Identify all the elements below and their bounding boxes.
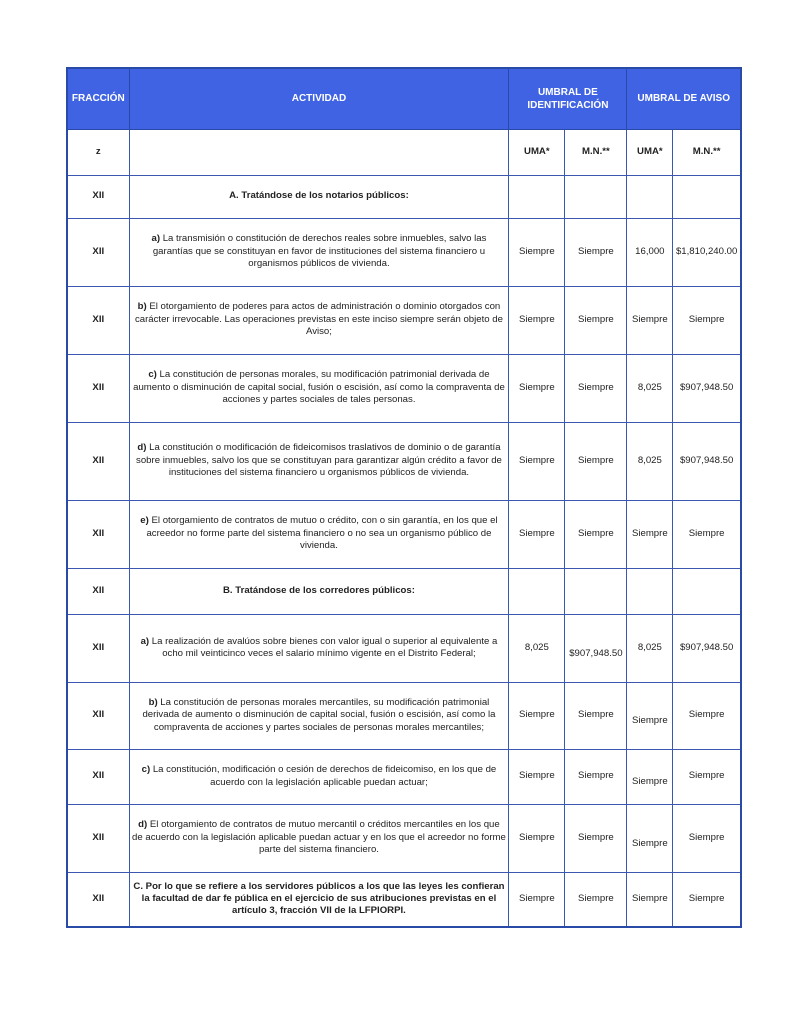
mn-identificacion-cell (565, 614, 627, 682)
uma-aviso-value: Siempre (631, 776, 668, 788)
mn-identificacion-cell: Siempre (565, 804, 627, 872)
fraccion-cell: XII (67, 354, 129, 422)
mn-aviso-cell: Siempre (673, 804, 741, 872)
uma-identificacion-cell (509, 175, 565, 218)
table-row (67, 872, 741, 927)
item-text: El otorgamiento de poderes para actos de administración o dominio otorgados con carácter irrevocable. Las operaciones previstas en este inciso siempre serán objeto de Aviso; (134, 301, 503, 338)
item-letter: a) (151, 233, 161, 245)
uma-aviso-cell (627, 749, 673, 804)
mn-identificacion-value: $907,948.50 (569, 647, 623, 659)
mn-aviso-cell: $907,948.50 (673, 354, 741, 422)
section-heading: C. Por lo que se refiere a los servidores públicos a los que las leyes les confieran la facultad de dar fe pública en el ejercicio de sus atribuciones previstas en el artículo 3, fracción VII de la LFPIORPI. (129, 872, 509, 927)
uma-identificacion-cell (509, 568, 565, 614)
actividad-cell (129, 218, 509, 286)
header-umbral-identificacion-line2: IDENTIFICACIÓN (527, 99, 609, 111)
uma-aviso-value: Siempre (631, 837, 668, 849)
subheader-uma-identificacion: UMA* (509, 129, 565, 175)
item-text: La constitución, modificación o cesión de derechos de fideicomiso, en los que de acuerdo con la legislación aplicable puedan actuar; (150, 764, 497, 788)
uma-aviso-cell (627, 682, 673, 749)
table-row (67, 422, 741, 500)
item-text: La transmisión o constitución de derechos reales sobre inmuebles, salvo las garantías que se constituyan en favor de instituciones del sistema financiero u organismos públicos de vivienda. (152, 233, 487, 270)
section-heading: A. Tratándose de los notarios públicos: (129, 175, 509, 218)
mn-aviso-cell: Siempre (673, 286, 741, 354)
uma-identificacion-cell: Siempre (509, 872, 565, 927)
actividad-cell (129, 286, 509, 354)
thresholds-table (66, 67, 742, 928)
uma-identificacion-cell: Siempre (509, 682, 565, 749)
actividad-cell (129, 749, 509, 804)
mn-identificacion-cell: Siempre (565, 354, 627, 422)
table-row (67, 354, 741, 422)
header-row (67, 68, 741, 129)
fraccion-cell: XII (67, 804, 129, 872)
subheader-mn-aviso: M.N.** (673, 129, 741, 175)
mn-aviso-cell: $907,948.50 (673, 614, 741, 682)
uma-identificacion-cell: Siempre (509, 286, 565, 354)
subheader-mn-identificacion: M.N.** (565, 129, 627, 175)
mn-identificacion-cell: Siempre (565, 682, 627, 749)
table-row (67, 614, 741, 682)
mn-identificacion-cell: Siempre (565, 218, 627, 286)
item-letter: e) (140, 515, 149, 527)
fraccion-cell: XII (67, 500, 129, 568)
actividad-cell (129, 614, 509, 682)
item-letter: b) (137, 301, 147, 313)
uma-identificacion-cell: Siempre (509, 500, 565, 568)
item-text: La constitución de personas morales, su modificación patrimonial derivada de aumento o disminución de capital social, fusión o escisión, así como la compraventa de acciones y partes sociales de tales personas. (133, 369, 505, 406)
uma-identificacion-cell: 8,025 (509, 614, 565, 682)
uma-aviso-cell: Siempre (627, 872, 673, 927)
actividad-cell (129, 500, 509, 568)
table-row (67, 175, 741, 218)
mn-identificacion-cell (565, 568, 627, 614)
table-row (67, 682, 741, 749)
header-umbral-identificacion-line1: UMBRAL DE (537, 86, 598, 98)
table-row (67, 804, 741, 872)
header-umbral-identificacion (509, 68, 627, 129)
item-letter: b) (148, 696, 158, 708)
mn-aviso-cell: $1,810,240.00 (673, 218, 741, 286)
mn-aviso-cell (673, 568, 741, 614)
mn-identificacion-cell: Siempre (565, 422, 627, 500)
mn-identificacion-cell: Siempre (565, 872, 627, 927)
fraccion-cell: XII (67, 286, 129, 354)
actividad-cell (129, 354, 509, 422)
mn-aviso-cell: Siempre (673, 682, 741, 749)
item-letter: a) (140, 635, 150, 647)
mn-aviso-cell (673, 175, 741, 218)
header-fraccion: FRACCIÓN (67, 68, 129, 129)
uma-aviso-cell (627, 568, 673, 614)
fraccion-cell: XII (67, 682, 129, 749)
mn-aviso-cell: Siempre (673, 872, 741, 927)
fraccion-cell: XII (67, 218, 129, 286)
uma-identificacion-cell: Siempre (509, 354, 565, 422)
item-letter: d) (137, 442, 147, 454)
uma-aviso-cell (627, 175, 673, 218)
uma-identificacion-cell: Siempre (509, 422, 565, 500)
subheader-actividad (129, 129, 509, 175)
actividad-cell (129, 682, 509, 749)
uma-identificacion-cell: Siempre (509, 804, 565, 872)
fraccion-cell: XII (67, 568, 129, 614)
item-text: La constitución o modificación de fideicomisos traslativos de dominio o de garantía sobre inmuebles, salvo los que se constituyan para garantizar algún crédito a favor de instituciones del sistema financiero u organismos públicos de vivienda. (136, 442, 502, 479)
mn-aviso-cell: Siempre (673, 500, 741, 568)
table-row (67, 218, 741, 286)
table-row (67, 568, 741, 614)
subheader-uma-aviso: UMA* (627, 129, 673, 175)
header-umbral-aviso: UMBRAL DE AVISO (627, 68, 741, 129)
uma-identificacion-cell: Siempre (509, 749, 565, 804)
fraccion-cell: XII (67, 872, 129, 927)
mn-identificacion-cell (565, 175, 627, 218)
actividad-cell (129, 804, 509, 872)
header-actividad: ACTIVIDAD (129, 68, 509, 129)
uma-aviso-cell (627, 804, 673, 872)
uma-identificacion-cell: Siempre (509, 218, 565, 286)
table-row (67, 286, 741, 354)
mn-identificacion-cell: Siempre (565, 286, 627, 354)
uma-aviso-cell: 8,025 (627, 614, 673, 682)
fraccion-cell: XII (67, 614, 129, 682)
mn-identificacion-cell: Siempre (565, 500, 627, 568)
item-text: La realización de avalúos sobre bienes con valor igual o superior al equivalente a ocho mil veinticinco veces el salario mínimo vigente en el Distrito Federal; (149, 635, 498, 659)
fraccion-cell: XII (67, 175, 129, 218)
subheader-fraccion: z (67, 129, 129, 175)
item-text: El otorgamiento de contratos de mutuo o crédito, con o sin garantía, en los que el acreedor no forme parte del sistema financiero o no sea un organismo público de vivienda. (146, 515, 498, 552)
table-row (67, 500, 741, 568)
mn-identificacion-cell: Siempre (565, 749, 627, 804)
mn-aviso-cell: Siempre (673, 749, 741, 804)
item-text: La constitución de personas morales mercantiles, su modificación patrimonial derivada de aumento o disminución de capital social, fusión o escisión, así como la compraventa de acciones y partes sociales de personas morales mercantiles; (142, 696, 496, 733)
uma-aviso-cell: Siempre (627, 500, 673, 568)
uma-aviso-cell: 16,000 (627, 218, 673, 286)
fraccion-cell: XII (67, 422, 129, 500)
fraccion-cell: XII (67, 749, 129, 804)
mn-aviso-cell: $907,948.50 (673, 422, 741, 500)
uma-aviso-cell: Siempre (627, 286, 673, 354)
uma-aviso-cell: 8,025 (627, 354, 673, 422)
item-text: El otorgamiento de contratos de mutuo mercantil o créditos mercantiles en los que de acuerdo con la legislación aplicable puedan actuar y en los que el acreedor no forme parte del sistema financiero. (132, 819, 506, 856)
table-row (67, 749, 741, 804)
item-letter: c) (141, 764, 151, 776)
actividad-cell (129, 422, 509, 500)
item-letter: c) (148, 369, 157, 381)
uma-aviso-value: Siempre (631, 715, 668, 727)
uma-aviso-cell: 8,025 (627, 422, 673, 500)
subheader-row (67, 129, 741, 175)
item-letter: d) (138, 819, 148, 831)
section-heading: B. Tratándose de los corredores públicos: (129, 568, 509, 614)
